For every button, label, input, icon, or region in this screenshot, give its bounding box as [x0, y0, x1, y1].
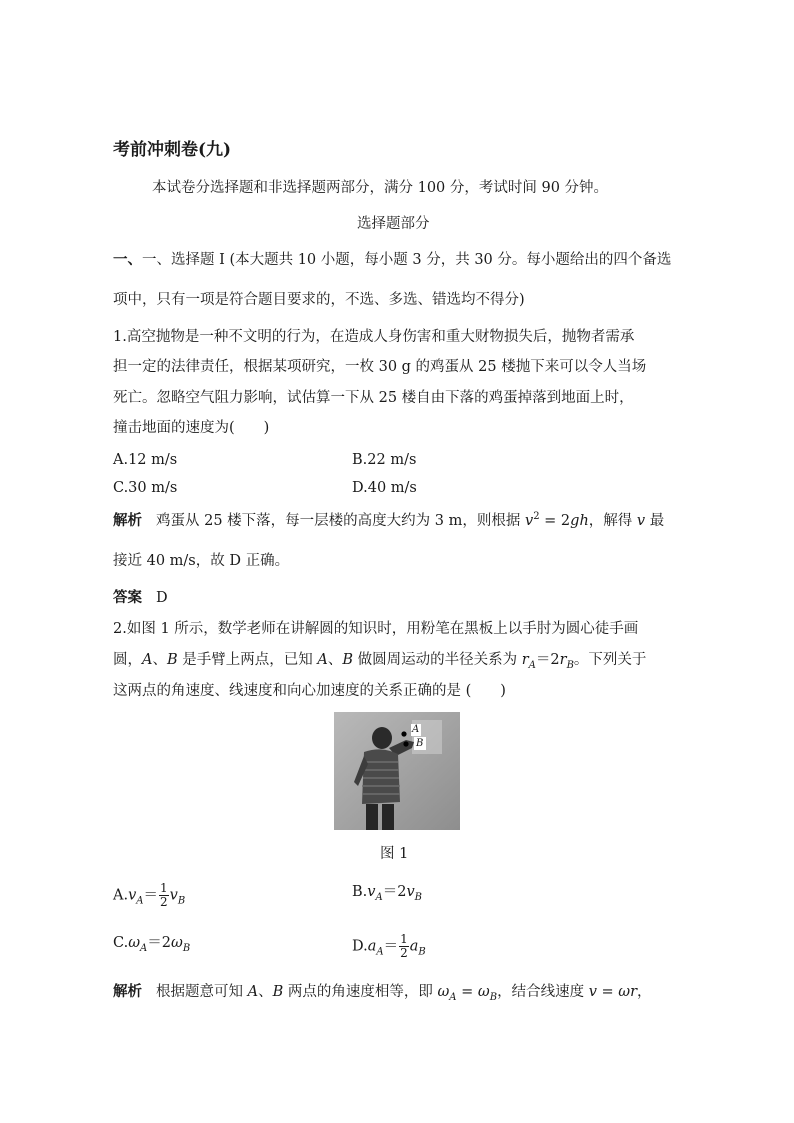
sub-b: B	[414, 891, 422, 903]
q2-text: 圆，	[113, 652, 142, 668]
q1-option-b: B.22 m/s	[352, 452, 417, 468]
q2-stem-line3: 这两点的角速度、线速度和向心加速度的关系正确的是 ( )	[113, 683, 506, 699]
part1-label: 一、	[113, 251, 142, 268]
sep: 、	[152, 652, 167, 668]
q1-stem-line3: 死亡。忽略空气阻力影响，试估算一下从 25 楼自由下落的鸡蛋掉落到地面上时，	[113, 390, 634, 406]
q1-option-c: C.30 m/s	[113, 480, 178, 496]
symbol-v: v	[128, 887, 137, 904]
eq: ＝2	[535, 652, 560, 668]
symbol-r: r	[559, 652, 567, 668]
q1-answer-label: 答案	[113, 589, 142, 606]
q1-analysis-line2: 接近 40 m/s，故 D 正确。	[113, 553, 290, 569]
sub-b: B	[489, 991, 498, 1003]
point-a: A	[142, 652, 153, 668]
part1-instructions-line1	[113, 250, 671, 270]
opt-prefix: D.	[352, 938, 368, 955]
symbol-r: r	[630, 984, 638, 1000]
symbol-v: v	[169, 887, 178, 904]
symbol-omega: ω	[170, 935, 183, 951]
q1-answer-value: D	[156, 590, 168, 606]
symbol-omega: ω	[618, 984, 631, 1000]
q1-stem-line4: 撞击地面的速度为( )	[113, 420, 270, 436]
section-heading: 选择题部分	[357, 216, 430, 232]
q2-option-c: $C.\omega_A=2\omega_B$	[113, 935, 191, 954]
sub-b: B	[182, 942, 191, 954]
point-b: B	[272, 984, 284, 1000]
sub-a: A	[136, 895, 144, 907]
part1-text: 一、选择题 Ⅰ (本大题共 10 小题，每小题 3 分，共 30 分。每小题给出的四个备选	[142, 252, 672, 268]
formula-gh: gh	[570, 513, 589, 529]
q2-option-a: $A.v_A=$ $\frac{1}{2}$ $v_B$	[113, 881, 186, 909]
q1-answer	[113, 588, 168, 608]
formula-v2: v	[636, 513, 646, 529]
sep: 、	[327, 652, 343, 668]
q2-analysis-text: 两点的角速度相等，即	[283, 984, 438, 1000]
formula-eq: = 2	[539, 513, 571, 529]
symbol-r: r	[521, 652, 529, 668]
q1-analysis-text: 鸡蛋从 25 楼下落，每一层楼的高度大约为 3 m，则根据	[156, 513, 525, 529]
symbol-omega: ω	[477, 984, 490, 1000]
symbol-v: v	[406, 884, 415, 900]
q1-stem-line1: 1.高空抛物是一种不文明的行为，在造成人身伤害和重大财物损失后，抛物者需承	[113, 329, 635, 345]
exam-intro: 本试卷分选择题和非选择题两部分，满分 100 分，考试时间 90 分钟。	[152, 180, 609, 196]
opt-prefix: A.	[113, 887, 129, 904]
figure-caption: 图 1	[380, 846, 409, 862]
q2-analysis-end: ，	[637, 984, 652, 1000]
exam-title: 考前冲刺卷(九)	[113, 140, 232, 160]
frac-den: 2	[400, 946, 408, 960]
figure-label-a: A	[412, 724, 420, 735]
point-a: A	[247, 984, 259, 1000]
q1-analysis-label: 解析	[113, 512, 142, 529]
point-b: B	[166, 652, 178, 668]
q2-stem-line1: 2.如图 1 所示，数学老师在讲解圆的知识时，用粉笔在黑板上以手肘为圆心徒手画	[113, 621, 639, 637]
coef-two: 2	[161, 935, 171, 951]
q2-text: 是手臂上两点，已知	[177, 652, 318, 668]
frac-num: 1	[160, 881, 168, 895]
sub-b: B	[177, 895, 186, 907]
symbol-a: a	[409, 938, 419, 955]
q2-analysis-text: 根据题意可知	[156, 984, 248, 1000]
opt-prefix: B.	[352, 884, 368, 900]
coef-two: 2	[397, 884, 407, 900]
frac-num: 1	[400, 932, 408, 946]
q2-text: 。下列关于	[573, 652, 647, 668]
symbol-a: a	[367, 938, 377, 955]
q2-option-d: $D.a_A=$ $\frac{1}{2}$ $a_B$	[352, 932, 426, 960]
fraction-half	[159, 882, 169, 909]
q1-option-d: D.40 m/s	[352, 480, 417, 496]
symbol-omega: ω	[437, 984, 450, 1000]
point-a: A	[317, 652, 328, 668]
formula-sup: 2	[533, 511, 540, 523]
sub-a: A	[375, 891, 383, 903]
q2-analysis-text: ，结合线速度	[497, 984, 589, 1000]
figure-teacher-photo	[334, 712, 460, 830]
opt-prefix: C.	[113, 935, 129, 951]
symbol-v: v	[367, 884, 376, 900]
sub-a: A	[449, 991, 457, 1003]
q2-analysis-label: 解析	[113, 983, 142, 1000]
sub-b: B	[418, 946, 426, 958]
sub-a: A	[376, 946, 384, 958]
sub-a: A	[140, 942, 148, 954]
sep: 、	[258, 984, 273, 1000]
q1-analysis-line1	[113, 511, 664, 531]
q2-option-b: $B.v_A=2v_B$	[352, 884, 422, 903]
q1-analysis-end: 最	[645, 513, 665, 529]
teacher-photo-image	[334, 712, 460, 830]
part1-instructions-line2: 项中，只有一项是符合题目要求的，不选、多选、错选均不得分)	[113, 292, 525, 308]
q1-option-a: A.12 m/s	[113, 452, 178, 468]
sub-a: A	[528, 659, 536, 671]
frac-den: 2	[160, 895, 168, 909]
q1-stem-line2: 担一定的法律责任，根据某项研究，一枚 30 g 的鸡蛋从 25 楼抛下来可以令人当场	[113, 359, 647, 375]
point-b: B	[342, 652, 353, 668]
q2-text: 做圆周运动的半径关系为	[353, 652, 522, 668]
fraction-half	[399, 933, 409, 960]
symbol-omega: ω	[128, 935, 141, 951]
q2-analysis-line1: 解析 根据题意可知 A、B 两点的角速度相等，即 $\omega_A = \omega_B$，结合线速度 v = ωr，	[113, 983, 652, 1003]
sub-b: B	[566, 659, 574, 671]
figure-label-b: B	[416, 738, 424, 749]
q2-stem-line2	[113, 650, 646, 670]
formula-v: v	[524, 513, 534, 529]
symbol-v: v	[588, 984, 597, 1000]
q1-analysis-mid: ，解得	[588, 513, 637, 529]
